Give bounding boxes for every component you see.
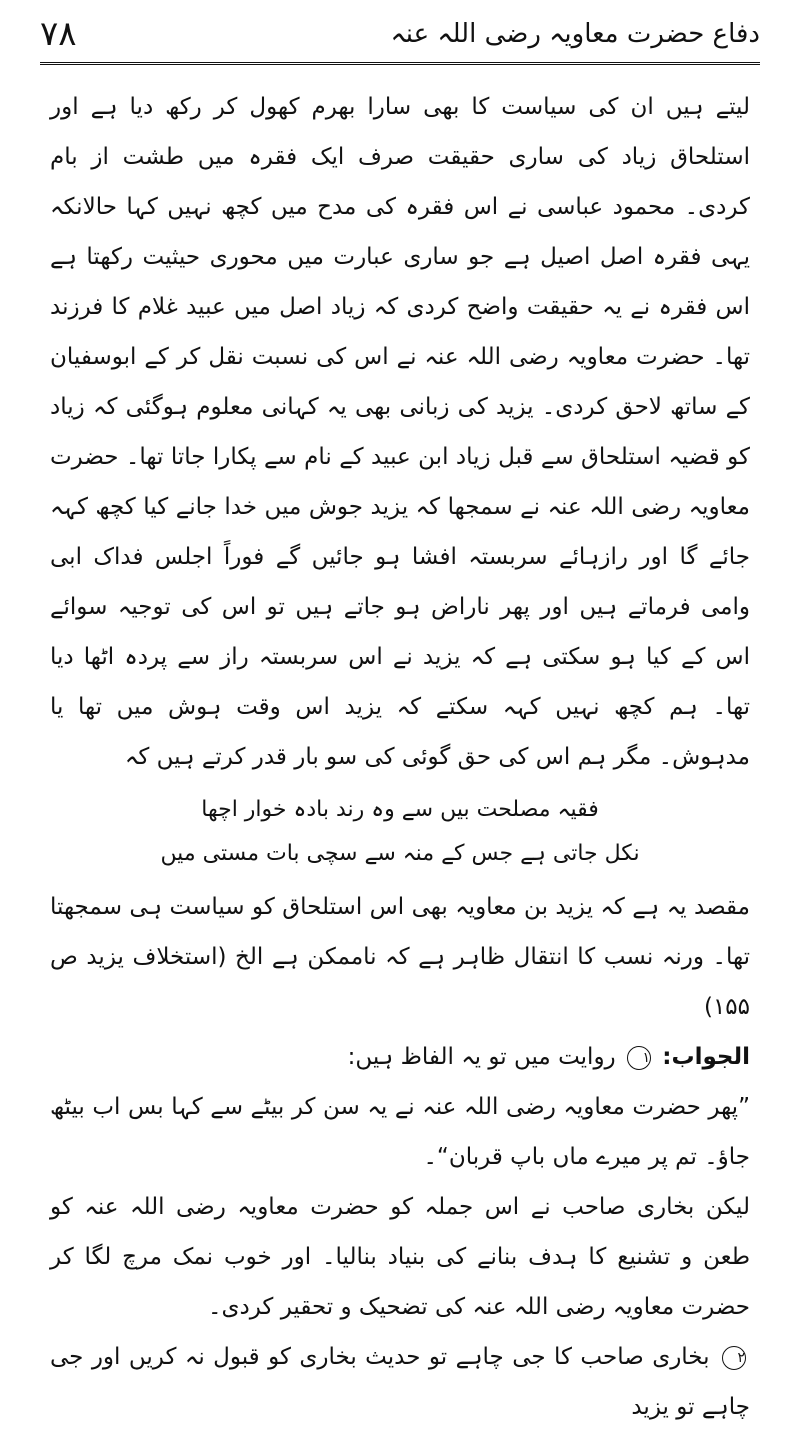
answer-heading bbox=[50, 1032, 750, 1082]
answer-followup: لیکن بخاری صاحب نے اس جملہ کو حضرت معاویہ رضی اللہ عنہ کو طعن و تشنیع کا ہدف بنانے کی بنیاد بنالیا۔ اور خوب نمک مرچ لگا کر حضرت معاویہ رضی اللہ عنہ کی تضحیک و تحقیر کردی۔ bbox=[50, 1194, 750, 1320]
paragraph-conclusion: مقصد یہ ہے کہ یزید بن معاویہ بھی اس استلحاق کو سیاست ہی سمجھتا تھا۔ ورنہ نسب کا انتقال ظاہر ہے کہ ناممکن ہے الخ (استخلاف یزید ص ۱۵۵) bbox=[50, 894, 750, 1020]
running-title: دفاع حضرت معاویہ رضی اللہ عنہ bbox=[390, 19, 760, 49]
answer-quote: ”پھر حضرت معاویہ رضی اللہ عنہ نے یہ سن کر بیٹے سے کہا بس اب بیٹھ جاؤ۔ تم پر میرے ماں باپ قربان“۔ bbox=[50, 1094, 750, 1170]
answer-intro: روایت میں تو یہ الفاظ ہیں: bbox=[347, 1044, 616, 1070]
point-one-number: ۱ bbox=[627, 1046, 651, 1070]
couplet-line-2: نکل جاتی ہے جس کے منہ سے سچی بات مستی میں bbox=[160, 841, 640, 866]
poetry-couplet bbox=[50, 788, 750, 876]
body-text bbox=[50, 82, 750, 1432]
paragraph-main: لیتے ہیں ان کی سیاست کا بھی سارا بھرم کھول کر رکھ دیا ہے اور استلحاق زیاد کی ساری حقیقت صرف ایک فقرہ میں طشت از بام کردی۔ محمود عباسی نے اس فقرہ کی مدح میں کچھ نہیں کہا حالانکہ یہی فقرہ اصل اصیل ہے جو ساری عبارت میں محوری حیثیت رکھتا ہے اس فقرہ نے یہ حقیقت واضح کردی کہ زیاد اصل میں عبید غلام کا فرزند تھا۔ حضرت معاویہ رضی اللہ عنہ نے اس کی نسبت نقل کر کے ابوسفیان کے ساتھ لاحق کردی۔ یزید کی زبانی بھی یہ کہانی معلوم ہوگئی کہ زیاد کو قضیہ استلحاق سے قبل زیاد ابن عبید کے نام سے پکارا جاتا تھا۔ حضرت معاویہ رضی اللہ عنہ نے سمجھا کہ یزید جوش میں خدا جانے کیا کچھ کہہ جائے گا اور رازہائے سربستہ افشا ہو جائیں گے فوراً اجلس فداک ابی وامی فرماتے ہیں اور پھر ناراض ہو جاتے ہیں تو اس کی توجیہ سوائے اس کے کیا ہو سکتی ہے کہ یزید نے اس سربستہ راز سے پردہ اٹھا دیا تھا۔ ہم کچھ نہیں کہہ سکتے کہ یزید اس وقت ہوش میں تھا یا مدہوش۔ مگر ہم اس کی حق گوئی کی سو بار قدر کرتے ہیں کہ bbox=[50, 94, 750, 770]
header-divider bbox=[40, 62, 760, 65]
page-number: ۷۸ bbox=[40, 14, 77, 54]
point-two bbox=[50, 1332, 750, 1432]
answer-label: الجواب: bbox=[662, 1044, 750, 1070]
page-header bbox=[40, 12, 760, 56]
point-two-number: ۲ bbox=[722, 1346, 746, 1370]
point-two-text: بخاری صاحب کا جی چاہے تو حدیث بخاری کو قبول نہ کریں اور جی چاہے تو یزید bbox=[50, 1344, 750, 1420]
couplet-line-1: فقیہ مصلحت بیں سے وہ رند بادہ خوار اچھا bbox=[201, 797, 599, 822]
